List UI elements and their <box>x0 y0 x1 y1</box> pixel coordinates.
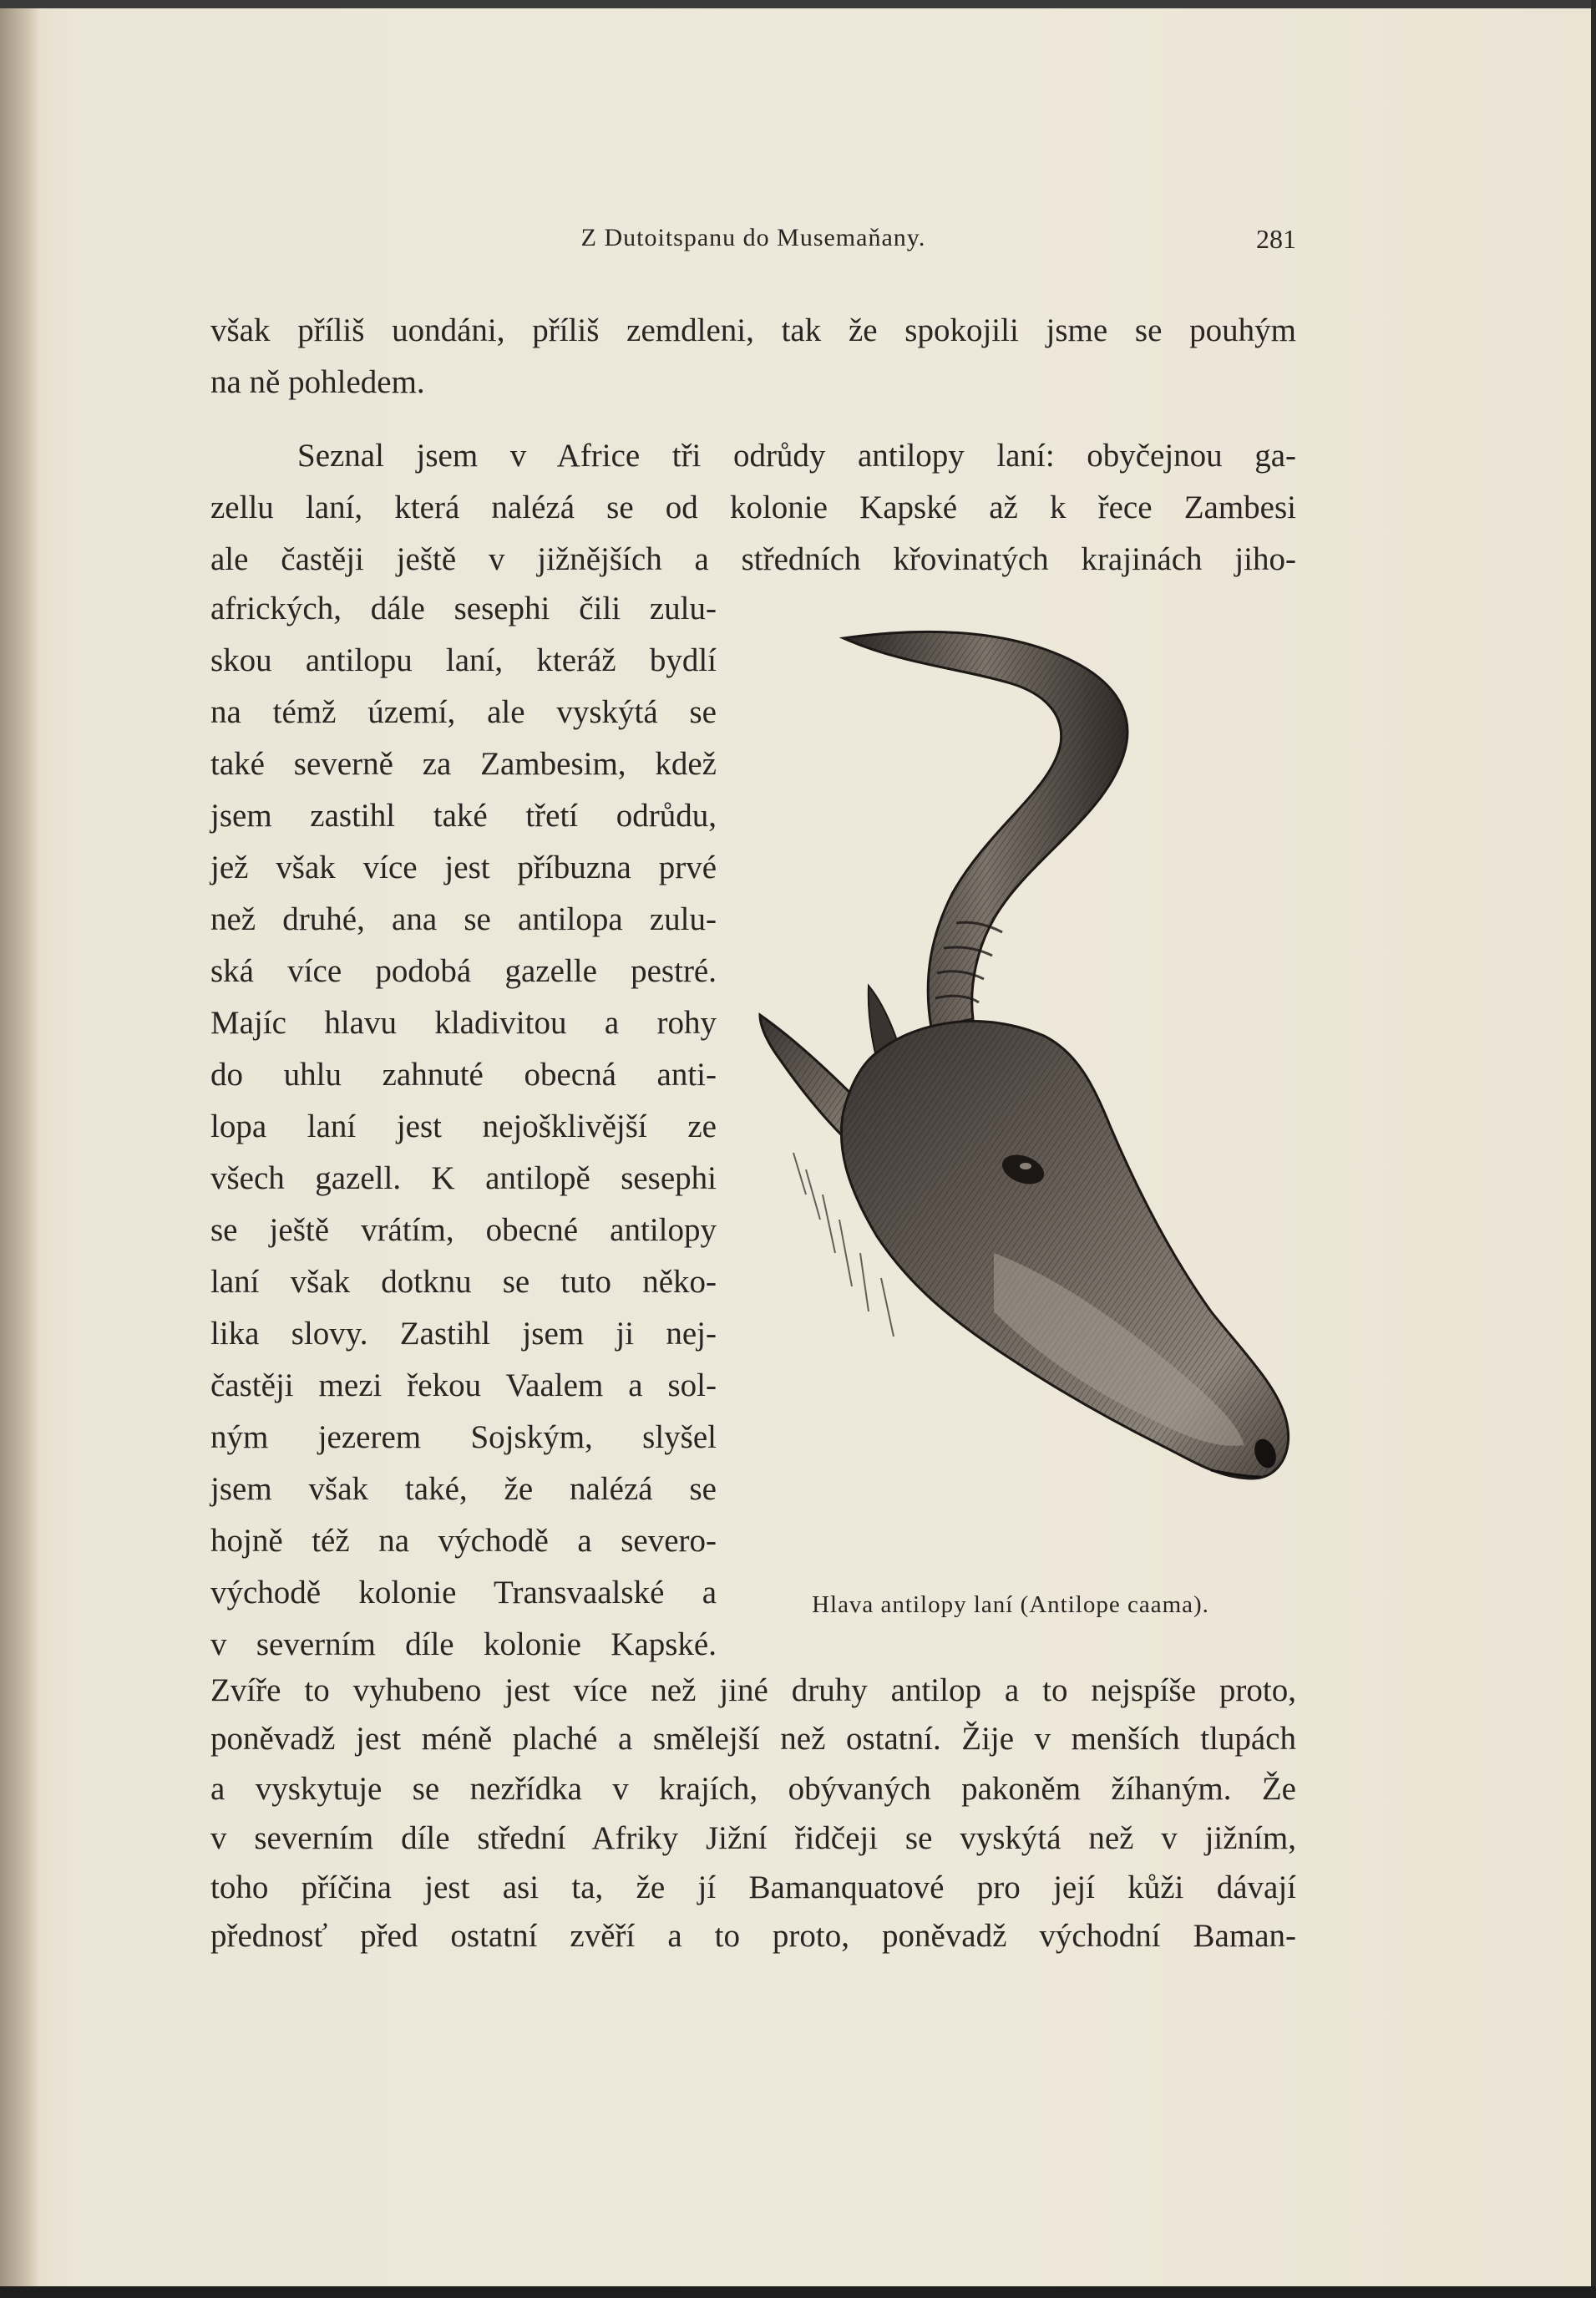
text-line: ská více podobá gazelle pestré. <box>210 953 717 989</box>
text-line: častěji mezi řekou Vaalem a sol- <box>210 1367 717 1403</box>
text-line: skou antilopu laní, kteráž bydlí <box>210 642 717 678</box>
text-line: Seznal jsem v Africe tři odrůdy antilopy laní: obyčejnou ga- <box>297 438 1296 474</box>
text-line: ale častěji ještě v jižnějších a středních křovinatých krajinách jiho- <box>210 541 1296 577</box>
book-spine-shadow <box>0 0 40 2298</box>
text-line: afrických, dále sesephi čili zulu- <box>210 591 717 626</box>
antelope-head-illustration <box>743 618 1311 1579</box>
scan-right-edge <box>1591 0 1596 2298</box>
text-line: laní však dotknu se tuto něko- <box>210 1264 717 1300</box>
antelope-head-engraving-icon <box>743 618 1311 1579</box>
page-header <box>210 224 1296 257</box>
text-line: jež však více jest příbuzna prvé <box>210 850 717 885</box>
text-line: se ještě vrátím, obecné antilopy <box>210 1212 717 1248</box>
text-line: poněvadž jest méně plaché a smělejší než ostatní. Žije v menších tlupách <box>210 1721 1296 1757</box>
text-line: však příliš uondáni, příliš zemdleni, tak že spokojili jsme se pouhým <box>210 312 1296 348</box>
text-line: v severním díle střední Afriky Jižní řidčeji se vyskýtá než v jižním, <box>210 1820 1296 1856</box>
text-line: na témž území, ale vyskýtá se <box>210 694 717 730</box>
scan-top-edge <box>0 0 1596 8</box>
text-line: lika slovy. Zastihl jsem ji nej- <box>210 1316 717 1352</box>
text-line: lopa laní jest nejošklivější ze <box>210 1108 717 1144</box>
text-line: zellu laní, která nalézá se od kolonie Kapské až k řece Zambesi <box>210 490 1296 525</box>
text-line: východě kolonie Transvaalské a <box>210 1575 717 1611</box>
text-line: toho příčina jest asi ta, že jí Bamanquatové pro její kůži dávají <box>210 1869 1296 1905</box>
text-line: do uhlu zahnuté obecná anti- <box>210 1057 717 1093</box>
text-line: také severně za Zambesim, kdež <box>210 746 717 782</box>
text-line: Zvíře to vyhubeno jest více než jiné druhy antilop a to nejspíše proto, <box>210 1672 1296 1708</box>
text-line: přednosť před ostatní zvěří a to proto, poněvadž východní Baman- <box>210 1918 1296 1954</box>
text-line: v severním díle kolonie Kapské. <box>210 1626 717 1662</box>
text-line: a vyskytuje se nezřídka v krajích, obývaných pakoněm žíhaným. Že <box>210 1771 1296 1807</box>
text-line: Majíc hlavu kladivitou a rohy <box>210 1005 717 1041</box>
text-line: jsem však také, že nalézá se <box>210 1471 717 1507</box>
text-line: jsem zastihl také třetí odrůdu, <box>210 798 717 834</box>
text-line: než druhé, ana se antilopa zulu- <box>210 901 717 937</box>
scan-bottom-edge <box>0 2286 1596 2298</box>
text-line: hojně též na východě a severo- <box>210 1523 717 1559</box>
text-line: ným jezerem Sojským, slyšel <box>210 1419 717 1455</box>
text-line: na ně pohledem. <box>210 364 425 400</box>
page-number: 281 <box>1256 224 1296 254</box>
running-title: Z Dutoitspanu do Musemaňany. <box>580 224 926 251</box>
figure-caption: Hlava antilopy laní (Antilope caama). <box>812 1591 1209 1618</box>
text-line: všech gazell. K antilopě sesephi <box>210 1160 717 1196</box>
